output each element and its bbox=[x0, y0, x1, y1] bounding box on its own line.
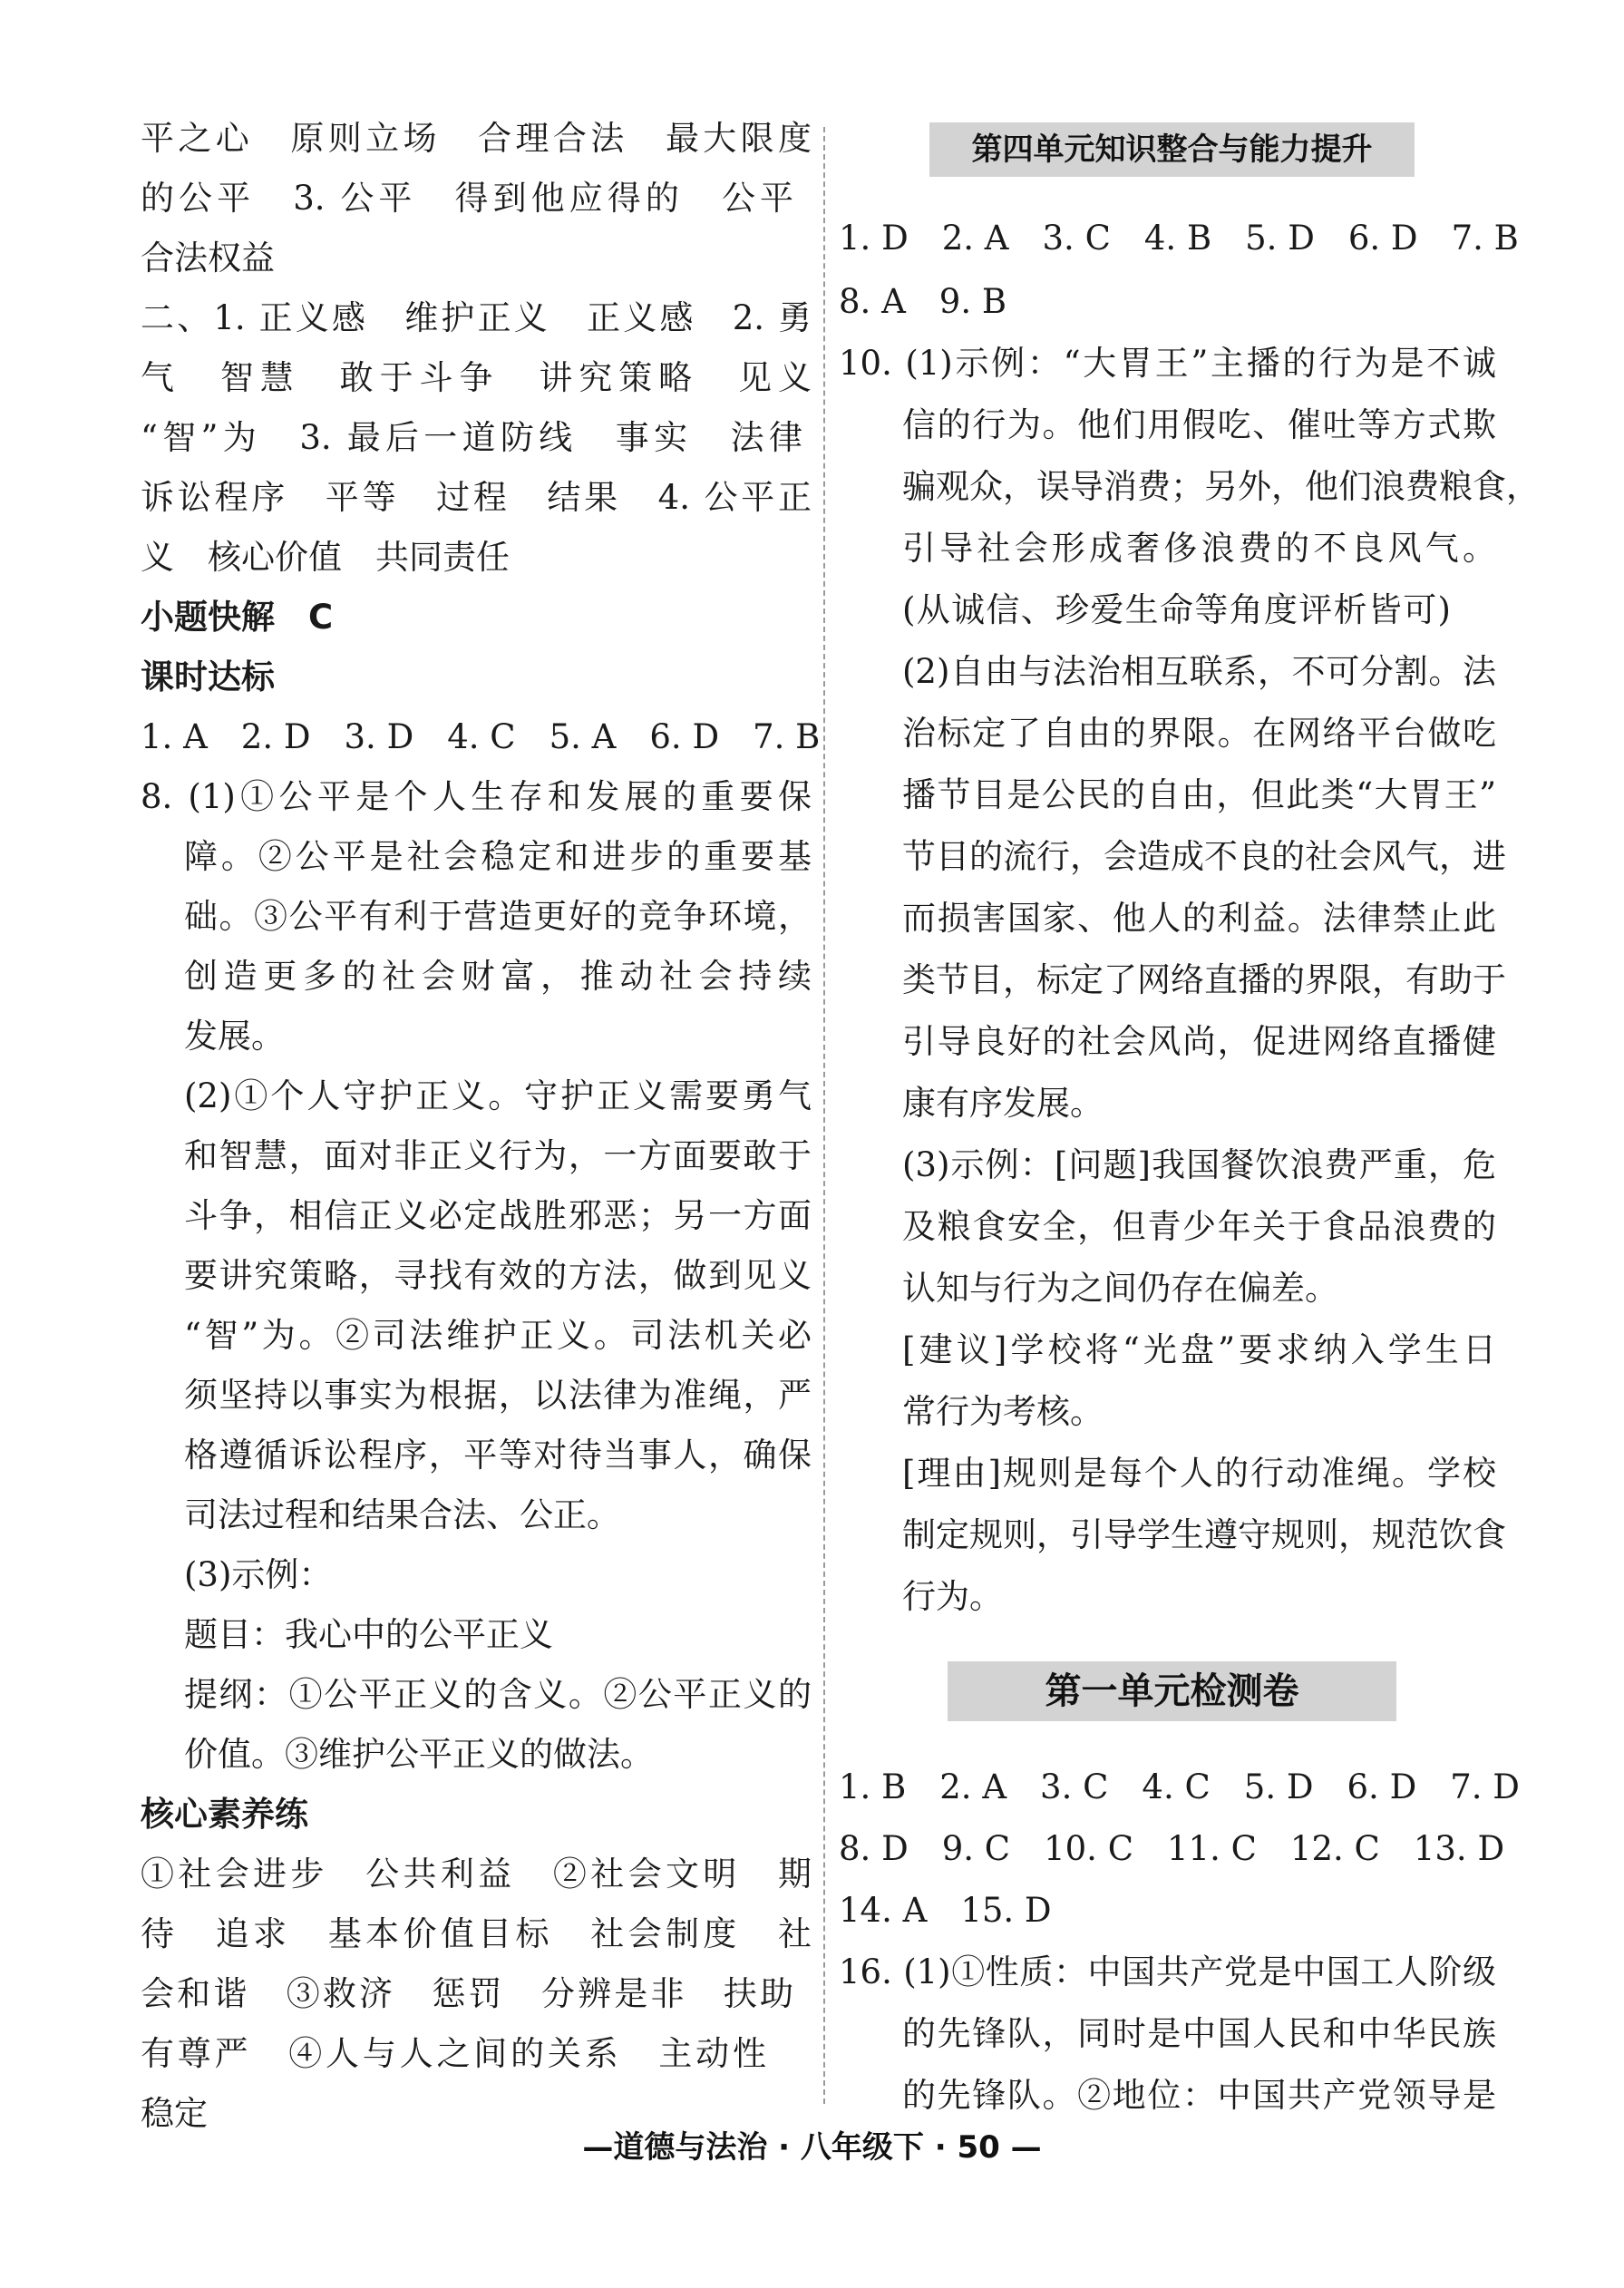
text-line: 节目的流行，会造成不良的社会风气，进 bbox=[902, 837, 1506, 876]
page-footer: —道德与法治 · 八年级下 · 50 — bbox=[582, 2129, 1042, 2166]
text-line: 播节目是公民的自由，但此类“大胃王” bbox=[902, 775, 1496, 814]
text-line: 常行为考核。 bbox=[902, 1392, 1104, 1431]
text-line: 治标定了自由的界限。在网络平台做吃 bbox=[902, 714, 1496, 753]
text-line: 的公平 3. 公平 得到他应得的 公平 bbox=[141, 179, 793, 218]
text-line: 平之心 原则立场 合理合法 最大限度 bbox=[141, 119, 812, 158]
text-line: (3)示例： bbox=[184, 1555, 333, 1594]
text-line: 10. (1)示例：“大胃王”主播的行为是不诚 bbox=[839, 344, 1496, 383]
text-line: 引导良好的社会风尚，促进网络直播健 bbox=[902, 1022, 1496, 1061]
text-line: 制定规则，引导学生遵守规则，规范饮食 bbox=[902, 1515, 1506, 1554]
text-line: ①社会进步 公共利益 ②社会文明 期 bbox=[141, 1855, 812, 1894]
column-divider bbox=[823, 127, 825, 2104]
text-line: (2)自由与法治相互联系，不可分割。法 bbox=[902, 652, 1496, 691]
section-heading: 小题快解 C bbox=[141, 598, 334, 637]
text-line: 康有序发展。 bbox=[902, 1084, 1104, 1123]
text-line: 的先锋队，同时是中国人民和中华民族 bbox=[902, 2014, 1496, 2053]
text-line: 引导社会形成奢侈浪费的不良风气。 bbox=[902, 529, 1496, 568]
text-line: [理由]规则是每个人的行动准绳。学校 bbox=[902, 1454, 1496, 1493]
text-line: 8. (1)①公平是个人生存和发展的重要保 bbox=[141, 777, 812, 816]
text-line: 和智慧，面对非正义行为，一方面要敢于 bbox=[184, 1136, 812, 1175]
text-line: 础。③公平有利于营造更好的竞争环境， bbox=[184, 897, 812, 936]
text-line: [建议]学校将“光盘”要求纳入学生日 bbox=[902, 1330, 1496, 1369]
text-line: 认知与行为之间仍存在偏差。 bbox=[902, 1269, 1338, 1308]
answer-line: 1. D 2. A 3. C 4. B 5. D 6. D 7. B bbox=[839, 219, 1519, 258]
text-line: 行为。 bbox=[902, 1577, 1003, 1616]
text-line: 骗观众，误导消费；另外，他们浪费粮食， bbox=[902, 467, 1540, 506]
text-line: 会和谐 ③救济 惩罚 分辨是非 扶助 bbox=[141, 1974, 793, 2013]
answer-line: 8. A 9. B bbox=[839, 282, 1007, 321]
text-line: 价值。③维护公平正义的做法。 bbox=[184, 1735, 654, 1774]
text-line: 信的行为。他们用假吃、催吐等方式欺 bbox=[902, 405, 1496, 444]
text-line: 题目：我心中的公平正义 bbox=[184, 1615, 553, 1654]
text-line: 创造更多的社会财富，推动社会持续 bbox=[184, 957, 812, 996]
unit-banner: 第四单元知识整合与能力提升 bbox=[929, 122, 1415, 177]
text-line: 须坚持以事实为根据，以法律为准绳，严 bbox=[184, 1376, 812, 1415]
text-line: 待 追求 基本价值目标 社会制度 社 bbox=[141, 1914, 812, 1953]
text-line: “智”为。②司法维护正义。司法机关必 bbox=[184, 1316, 812, 1355]
unit-banner: 第一单元检测卷 bbox=[948, 1661, 1396, 1721]
answer-line: 1. B 2. A 3. C 4. C 5. D 6. D 7. D bbox=[839, 1767, 1520, 1806]
text-line: “智”为 3. 最后一道防线 事实 法律 bbox=[141, 418, 802, 457]
text-line: (从诚信、珍爱生命等角度评析皆可) bbox=[902, 590, 1451, 629]
text-line: 斗争，相信正义必定战胜邪恶；另一方面 bbox=[184, 1196, 812, 1235]
answer-line: 14. A 15. D bbox=[839, 1891, 1052, 1930]
answer-line: 8. D 9. C 10. C 11. C 12. C 13. D bbox=[839, 1829, 1505, 1868]
text-line: 合法权益 bbox=[141, 239, 275, 277]
section-heading: 核心素养练 bbox=[141, 1795, 308, 1834]
section-heading: 课时达标 bbox=[141, 657, 275, 696]
text-line: 16. (1)①性质：中国共产党是中国工人阶级 bbox=[839, 1952, 1496, 1991]
text-line: 有尊严 ④人与人之间的关系 主动性 bbox=[141, 2034, 766, 2073]
text-line: 稳定 bbox=[141, 2094, 208, 2133]
text-line: 类节目，标定了网络直播的界限，有助于 bbox=[902, 960, 1506, 999]
text-line: 诉讼程序 平等 过程 结果 4. 公平正 bbox=[141, 478, 812, 517]
text-line: 的先锋队。②地位：中国共产党领导是 bbox=[902, 2076, 1496, 2115]
text-line: 司法过程和结果合法、公正。 bbox=[184, 1495, 620, 1534]
text-line: 障。②公平是社会稳定和进步的重要基 bbox=[184, 837, 812, 876]
text-line: 义 核心价值 共同责任 bbox=[141, 538, 510, 577]
text-line: 气 智慧 敢于斗争 讲究策略 见义 bbox=[141, 358, 812, 397]
text-line: 提纲：①公平正义的含义。②公平正义的 bbox=[184, 1675, 812, 1714]
text-line: 及粮食安全，但青少年关于食品浪费的 bbox=[902, 1207, 1496, 1246]
text-line: 二、1. 正义感 维护正义 正义感 2. 勇 bbox=[141, 298, 812, 337]
text-line: 要讲究策略，寻找有效的方法，做到见义 bbox=[184, 1256, 812, 1295]
answer-line: 1. A 2. D 3. D 4. C 5. A 6. D 7. B bbox=[141, 717, 821, 756]
text-line: 格遵循诉讼程序，平等对待当事人，确保 bbox=[184, 1436, 812, 1475]
text-line: (3)示例：[问题]我国餐饮浪费严重，危 bbox=[902, 1145, 1496, 1184]
text-line: (2)①个人守护正义。守护正义需要勇气 bbox=[184, 1076, 812, 1115]
text-line: 发展。 bbox=[184, 1017, 285, 1056]
text-line: 而损害国家、他人的利益。法律禁止此 bbox=[902, 899, 1496, 938]
